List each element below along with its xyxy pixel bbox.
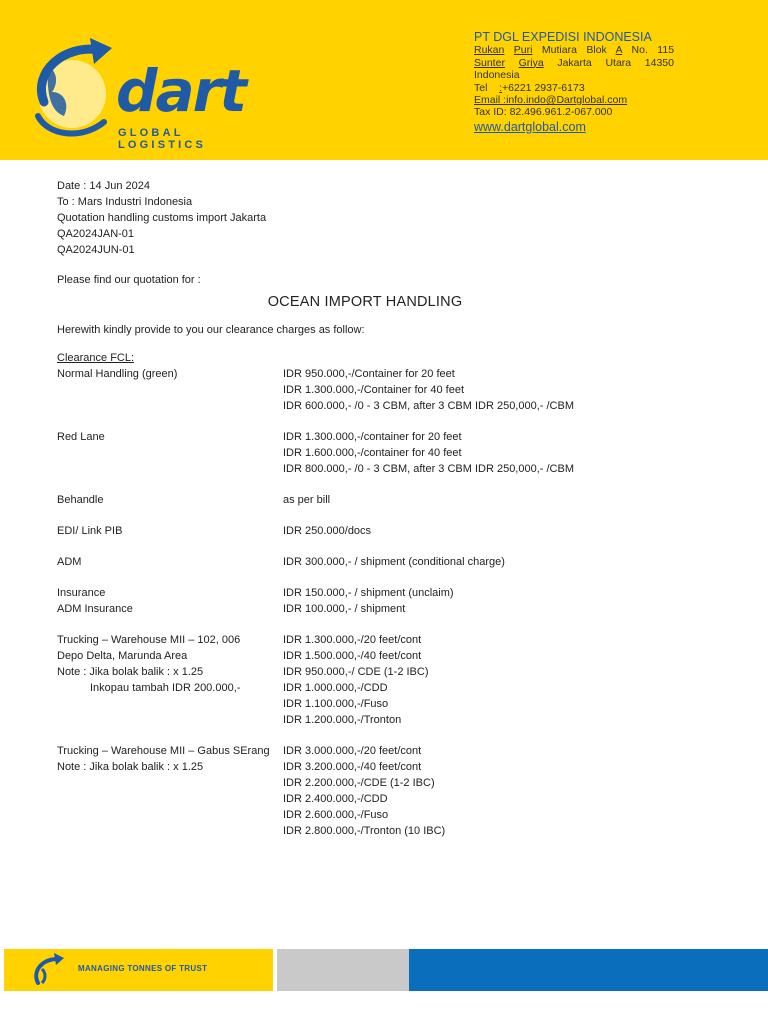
letter-lead: Herewith kindly provide to you our clearance charges as follow: — [57, 324, 365, 336]
charge-value: IDR 3.200.000,-/40 feet/cont — [283, 761, 422, 773]
quotation-title: OCEAN IMPORT HANDLING — [267, 294, 463, 310]
address-word: A — [615, 44, 623, 57]
website-link[interactable]: www.dartglobal.com — [474, 119, 586, 134]
charge-value: IDR 2.800.000,-/Tronton (10 IBC) — [283, 825, 446, 837]
charge-row — [57, 632, 717, 728]
charge-label: Behandle — [57, 494, 104, 506]
charge-label: ADM — [57, 556, 82, 568]
logo-wordmark: dart — [116, 57, 245, 125]
charge-value: IDR 600.000,- /0 - 3 CBM, after 3 CBM IDR 250,000,- /CBM — [283, 400, 574, 412]
letter-subject: Quotation handling customs import Jakarta — [57, 212, 267, 224]
charge-label: Trucking – Warehouse MII – Gabus SErang — [57, 745, 270, 757]
reference-number: QA2024JUN-01 — [57, 244, 135, 256]
charge-value: IDR 3.000.000,-/20 feet/cont — [283, 745, 422, 757]
company-info — [474, 31, 674, 133]
charge-value: IDR 300.000,- / shipment (conditional charge) — [283, 556, 505, 568]
charge-row — [57, 429, 717, 477]
charge-note: Inkopau tambah IDR 200.000,- — [90, 682, 241, 694]
address-word: 115 — [657, 44, 675, 57]
charge-value: IDR 1.300.000,-/20 feet/cont — [283, 634, 422, 646]
address-word: Mutiara Blok — [541, 44, 607, 57]
address-line-3: Indonesia — [474, 69, 520, 82]
address-word: 14350 — [644, 56, 674, 69]
address-word: Jakarta — [557, 56, 592, 69]
charge-value: IDR 950.000,-/ CDE (1-2 IBC) — [283, 666, 429, 678]
address-word: No. — [631, 44, 648, 57]
charge-value: IDR 1.000.000,-/CDD — [283, 682, 388, 694]
charge-value: IDR 100.000,- / shipment — [283, 603, 406, 615]
charge-value: IDR 1.300.000,-/Container for 40 feet — [283, 384, 464, 396]
charge-label: Red Lane — [57, 431, 105, 443]
section-heading: Clearance FCL: — [57, 352, 135, 364]
charge-note: Note : Jika bolak balik : x 1.25 — [57, 666, 204, 678]
charges-list — [57, 366, 717, 839]
charge-row — [57, 492, 717, 508]
email-line — [474, 94, 674, 106]
charge-value: IDR 800.000,- /0 - 3 CBM, after 3 CBM IDR 250,000,- /CBM — [283, 463, 574, 475]
charge-row — [57, 585, 717, 617]
charge-row — [57, 743, 717, 839]
charge-value: IDR 1.100.000,-/Fuso — [283, 698, 389, 710]
charge-value: IDR 2.600.000,-/Fuso — [283, 809, 389, 821]
phone-label: Tel — [474, 81, 488, 94]
address-word: Griya — [518, 56, 544, 69]
reference-number: QA2024JAN-01 — [57, 228, 135, 240]
footer-band — [4, 949, 768, 991]
charge-label: Insurance — [57, 587, 106, 599]
footer-tagline: MANAGING TONNES OF TRUST — [78, 964, 208, 973]
letter-intro: Please find our quotation for : — [57, 274, 201, 286]
charge-label: Normal Handling (green) — [57, 368, 178, 380]
tax-id: Tax ID: 82.496.961.2-067.000 — [474, 106, 613, 119]
charge-label: ADM Insurance — [57, 603, 133, 615]
charge-value: IDR 150.000,- / shipment (unclaim) — [283, 587, 454, 599]
charge-value: IDR 950.000,-/Container for 20 feet — [283, 368, 455, 380]
company-name: PT DGL EXPEDISI INDONESIA — [474, 30, 652, 44]
address-word: Sunter — [474, 56, 505, 69]
phone-line — [474, 82, 674, 94]
address-line-2 — [474, 57, 674, 69]
address-word: Rukan — [474, 44, 505, 57]
charge-note: Note : Jika bolak balik : x 1.25 — [57, 761, 204, 773]
letter-date: Date : 14 Jun 2024 — [57, 180, 150, 192]
charge-value: IDR 1.300.000,-/container for 20 feet — [283, 431, 462, 443]
charge-value: IDR 2.200.000,-/CDE (1-2 IBC) — [283, 777, 435, 789]
email-link[interactable]: info.indo@Dartglobal.com — [506, 94, 628, 107]
charge-row — [57, 554, 717, 570]
logo-tagline: GLOBAL LOGISTICS — [118, 127, 207, 151]
charge-row — [57, 366, 717, 414]
charge-value: as per bill — [283, 494, 331, 506]
footer-yellow-block — [4, 949, 273, 991]
address-word: Utara — [605, 56, 632, 69]
charge-value: IDR 250.000/docs — [283, 525, 372, 537]
dart-logo — [24, 32, 254, 151]
footer-blue-block — [409, 949, 768, 991]
charge-label: Depo Delta, Marunda Area — [57, 650, 188, 662]
footer-grey-block — [277, 949, 409, 991]
footer-logo-icon — [30, 953, 70, 989]
charge-value: IDR 1.600.000,-/container for 40 feet — [283, 447, 462, 459]
phone-separator: : — [499, 81, 503, 94]
charge-value: IDR 1.500.000,-/40 feet/cont — [283, 650, 422, 662]
charge-label: EDI/ Link PIB — [57, 525, 123, 537]
letterhead — [0, 0, 768, 160]
email-label: Email : — [474, 94, 507, 107]
phone-value: +6221 2937-6173 — [502, 81, 585, 94]
charge-value: IDR 2.400.000,-/CDD — [283, 793, 388, 805]
letter-recipient: To : Mars Industri Indonesia — [57, 196, 193, 208]
charge-label: Trucking – Warehouse MII – 102, 006 — [57, 634, 241, 646]
address-line-1 — [474, 44, 674, 56]
letter-body — [57, 178, 717, 839]
charge-row — [57, 523, 717, 539]
charge-value: IDR 1.200.000,-/Tronton — [283, 714, 402, 726]
address-word: Puri — [513, 44, 533, 57]
